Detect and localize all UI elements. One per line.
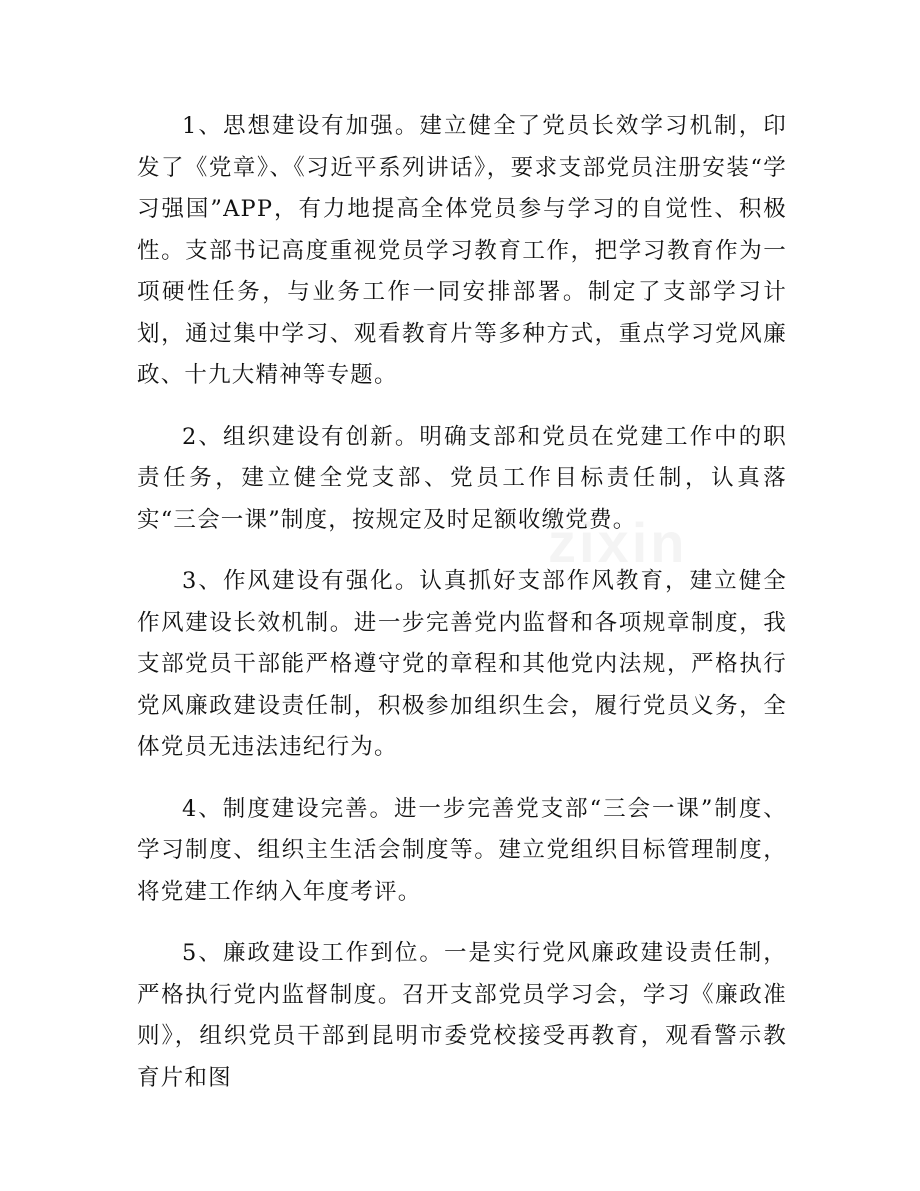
document-body	[137, 106, 787, 1119]
paragraph-organization: 2、组织建设有创新。明确支部和党员在党建工作中的职责任务，建立健全党支部、党员工作目标责任制，认真落实“三会一课”制度，按规定及时足额收缴党费。	[137, 423, 787, 533]
paragraph-ideology: 1、思想建设有加强。建立健全了党员长效学习机制，印发了《党章》、《习近平系列讲话》，要求支部党员注册安装“学习强国”APP，有力地提高全体党员参与学习的自觉性、积极性。支部书记高度重视党员学习教育工作，把学习教育作为一项硬性任务，与业务工作一同安排部署。制定了支部学习计划，通过集中学习、观看教育片等多种方式，重点学习党风廉政、十九大精神等专题。	[137, 113, 787, 388]
paragraph-institution: 4、制度建设完善。进一步完善党支部“三会一课”制度、学习制度、组织主生活会制度等。建立党组织目标管理制度，将党建工作纳入年度考评。	[137, 795, 787, 905]
paragraph-work-style: 3、作风建设有强化。认真抓好支部作风教育，建立健全作风建设长效机制。进一步完善党内监督和各项规章制度，我支部党员干部能严格遵守党的章程和其他党内法规，严格执行党风廉政建设责任制，积极参加组织生会，履行党员义务，全体党员无违法违纪行为。	[137, 568, 787, 760]
paragraph-integrity: 5、廉政建设工作到位。一是实行党风廉政建设责任制，严格执行党内监督制度。召开支部党员学习会，学习《廉政准则》，组织党员干部到昆明市委党校接受再教育，观看警示教育片和图	[137, 940, 787, 1091]
